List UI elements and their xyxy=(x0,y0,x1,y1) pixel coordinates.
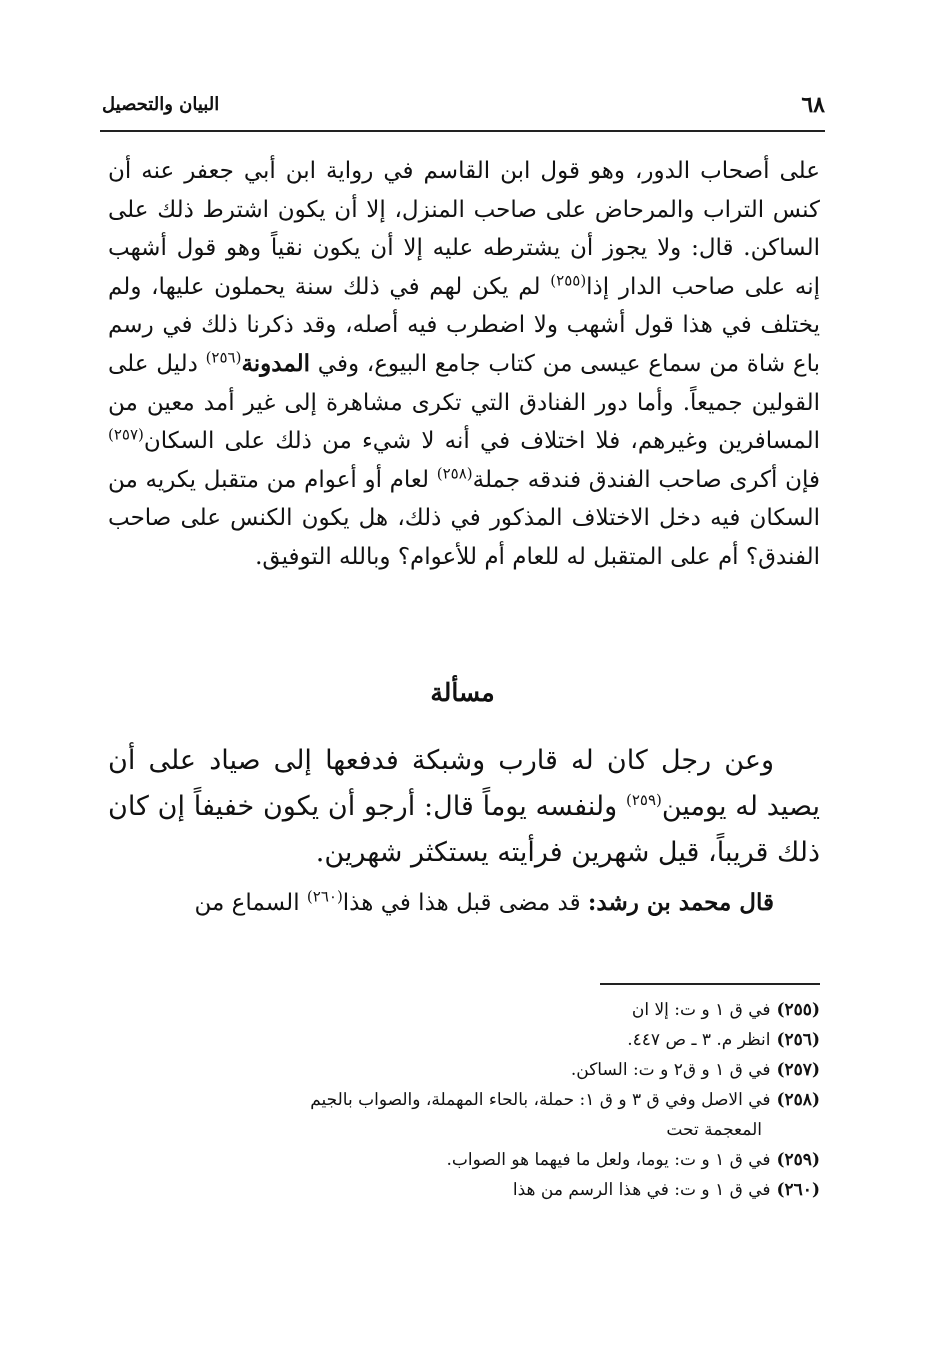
footnote-255 xyxy=(108,995,820,1025)
footnote-256 xyxy=(108,1025,820,1055)
footnote-text: في ق ١ و ق٢ و ت: الساكن. xyxy=(570,1060,771,1080)
footnote-number: (٢٥٩) xyxy=(776,1150,820,1170)
footnote-text: في ق ١ و ت: يوما، ولعل ما فيهما هو الصواب. xyxy=(446,1150,771,1170)
text-run: على أصحاب الدور، وهو قول ابن القاسم في رواية ابن أبي جعفر عنه أن كنس التراب والمرحاض على صاحب المنزل، إلا أن يكون اشترط ذلك على الساكن. قال: ولا يجوز أن يشترطه عليه إلا أن يكون نقياً وهو قول أشهب إنه على صاحب الدار إذا xyxy=(108,158,820,300)
footnote-257 xyxy=(108,1055,820,1085)
footnote-259 xyxy=(108,1145,820,1175)
running-title: البيان والتحصيل xyxy=(102,94,220,115)
bold-term-mudawwana: المدونة xyxy=(241,349,311,377)
footnote-ref-260[interactable]: (٢٦٠) xyxy=(306,887,343,906)
text-run: دليل على القولين جميعاً. وأما دور الفنادق التي تكرى مشاهرة إلى غير أمد معين من المسافرين وغيرهم، فلا اختلاف في أنه لا شيء من ذلك على السكان xyxy=(108,350,820,455)
section-heading: مسألة xyxy=(430,678,495,707)
text-run: وعن رجل كان له قارب وشبكة فدفعها إلى صياد على أن يصيد له يومين xyxy=(108,745,820,822)
footnote-number: (٢٦٠) xyxy=(776,1180,820,1200)
text-run: السماع من xyxy=(194,890,307,916)
footnote-text: في ق ١ و ت: في هذا الرسم من هذا xyxy=(512,1180,771,1200)
text-run: لعام أو أعوام من متقبل يكريه من السكان فيه دخل الاختلاف المذكور في ذلك، هل يكون الكنس على صاحب الفندق؟ أم على المتقبل له للعام أم للأعوام؟ وبالله التوفيق. xyxy=(108,466,820,570)
footnote-text: انظر م. ٣ ـ ص ٤٤٧. xyxy=(627,1030,771,1050)
footnote-ref-255[interactable]: (٢٥٥) xyxy=(550,271,587,290)
question-paragraph xyxy=(108,738,820,876)
text-run: لم يكن لهم في ذلك سنة يحملون عليها، ولم يختلف في هذا قول أشهب ولا اضطرب فيه أصله، وقد ذكرنا ذلك في رسم باع شاة من سماع عيسى من كتاب جامع البيوع، وفي xyxy=(108,273,820,377)
text-run: قد مضى قبل هذا في هذا xyxy=(342,890,588,916)
running-header xyxy=(100,92,825,132)
answer-paragraph xyxy=(108,883,820,923)
footnote-number: (٢٥٥) xyxy=(776,1000,820,1020)
text-run: ولنفسه يوماً قال: أرجو أن يكون خفيفاً إن كان ذلك قريباً، قيل شهرين فرأيته يستكثر شهرين. xyxy=(108,791,820,868)
footnote-ref-259[interactable]: (٢٥٩) xyxy=(625,791,662,809)
footnote-continuation: المعجمة تحت xyxy=(666,1120,762,1140)
footnote-ref-258[interactable]: (٢٥٨) xyxy=(436,464,473,483)
footnote-number: (٢٥٨) xyxy=(776,1090,820,1110)
footnote-text: في ق ١ و ت: إلا ان xyxy=(631,1000,771,1020)
continued-paragraph xyxy=(108,152,820,577)
text-run: فإن أكرى صاحب الفندق فندقه جملة xyxy=(472,466,820,493)
answer-label: قال محمد بن رشد: xyxy=(587,889,774,916)
body-paragraph xyxy=(108,152,820,577)
footnote-divider xyxy=(600,983,820,985)
footnote-number: (٢٥٦) xyxy=(776,1030,820,1050)
footnote-number: (٢٥٧) xyxy=(776,1060,820,1080)
footnote-text: في الاصل وفي ق ٣ و ق ١: حملة، بالحاء المهملة، والصواب بالجيم xyxy=(310,1090,771,1110)
footnote-ref-256[interactable]: (٢٥٦) xyxy=(205,348,242,367)
footnote-260 xyxy=(108,1175,820,1205)
page-number: ٦٨ xyxy=(801,92,825,118)
footnote-258 xyxy=(108,1085,820,1145)
footnote-ref-257[interactable]: (٢٥٧) xyxy=(108,425,144,444)
footnotes xyxy=(108,995,820,1205)
